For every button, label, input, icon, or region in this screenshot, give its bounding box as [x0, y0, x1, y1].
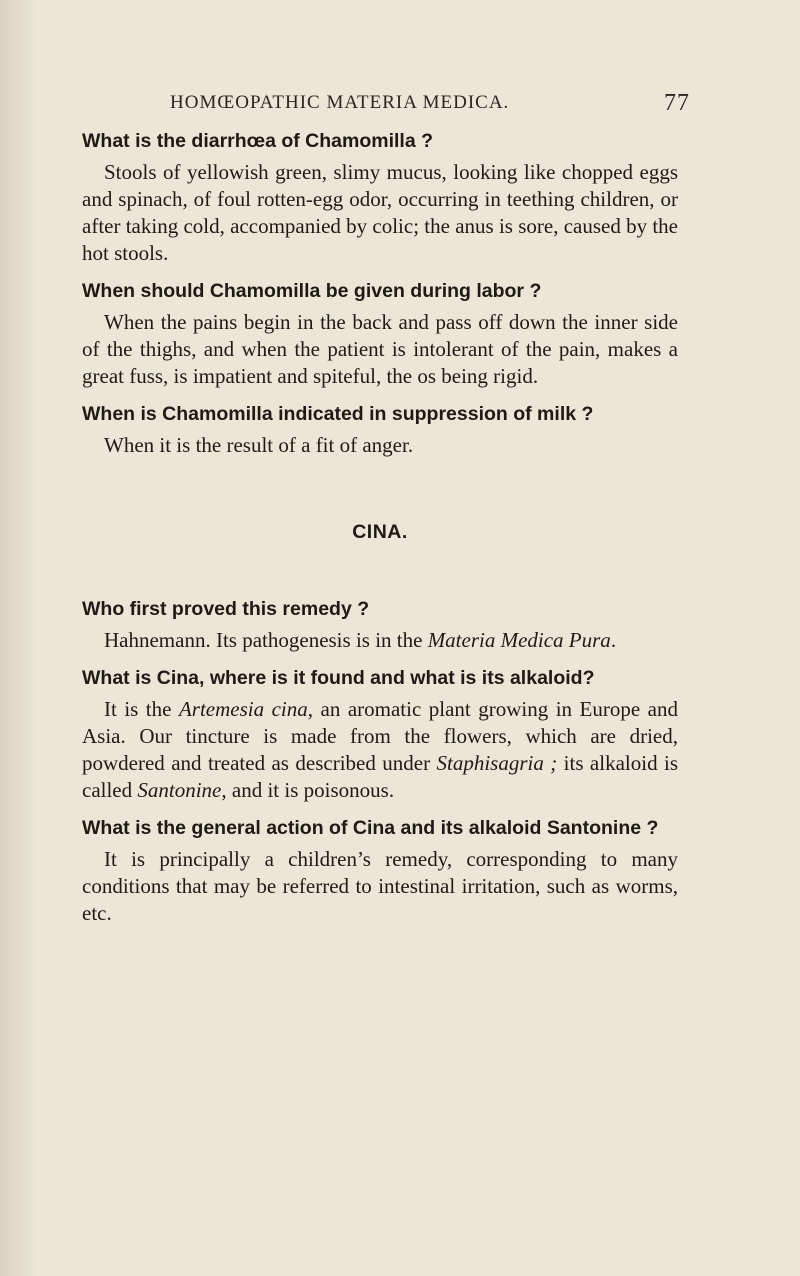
question-heading: What is the general action of Cina and its alkaloid Santonine ?: [82, 817, 659, 839]
answer-text: , an aromatic plant growing in Europe and Asia. Our tincture is made from the flowers, which are dried, powdered and treated as described under: [82, 697, 678, 775]
question-heading: What is the diarrhœa of Chamomilla ?: [82, 130, 434, 152]
answer-paragraph: [82, 627, 678, 654]
answer-paragraph: It is principally a children’s remedy, corresponding to many conditions that may be referred to intestinal irritation, such as worms, etc.: [82, 847, 678, 925]
qa-block-chamomilla-milk: [82, 401, 678, 459]
section-heading-cina: CINA.: [352, 521, 408, 543]
running-title: HOMŒOPATHIC MATERIA MEDICA.: [170, 92, 510, 113]
qa-block-cina-source: [82, 665, 678, 804]
answer-italic-species: Artemesia cina: [178, 697, 308, 721]
answer-text: Hahnemann. Its pathogenesis is in the: [104, 628, 428, 652]
answer-text: , and it is poisonous.: [221, 778, 395, 802]
answer-paragraph: Stools of yellowish green, slimy mucus, looking like chopped eggs and spinach, of foul rotten-egg odor, occurring in teething children, or after taking cold, accompanied by colic; the anus is sore, caused by the hot stools.: [82, 160, 678, 265]
answer-paragraph: [82, 696, 678, 804]
question-heading: What is Cina, where is it found and what is its alkaloid?: [82, 667, 595, 689]
answer-text: It is the: [104, 697, 179, 721]
answer-italic-title: Materia Medica Pura: [427, 628, 611, 652]
qa-block-cina-prover: [82, 596, 678, 654]
answer-paragraph: When it is the result of a fit of anger.: [104, 433, 414, 457]
page-number: 77: [664, 90, 690, 116]
answer-italic-alkaloid: Santonine: [137, 778, 222, 802]
question-heading: When is Chamomilla indicated in suppression of milk ?: [82, 403, 594, 425]
question-heading: Who first proved this remedy ?: [82, 598, 370, 620]
page-content: [82, 128, 678, 938]
answer-text: .: [610, 628, 617, 652]
qa-block-chamomilla-diarrhoea: [82, 128, 678, 267]
answer-italic-remedy: Staphisagria ;: [436, 751, 558, 775]
question-heading: When should Chamomilla be given during labor ?: [82, 280, 542, 302]
answer-paragraph: When the pains begin in the back and pass off down the inner side of the thighs, and when the patient is intolerant of the pain, makes a great fuss, is impatient and spiteful, the os being rigid.: [82, 310, 678, 388]
qa-block-cina-action: [82, 815, 678, 927]
qa-block-chamomilla-labor: [82, 278, 678, 390]
answer-text: its alkaloid is called: [82, 751, 679, 802]
